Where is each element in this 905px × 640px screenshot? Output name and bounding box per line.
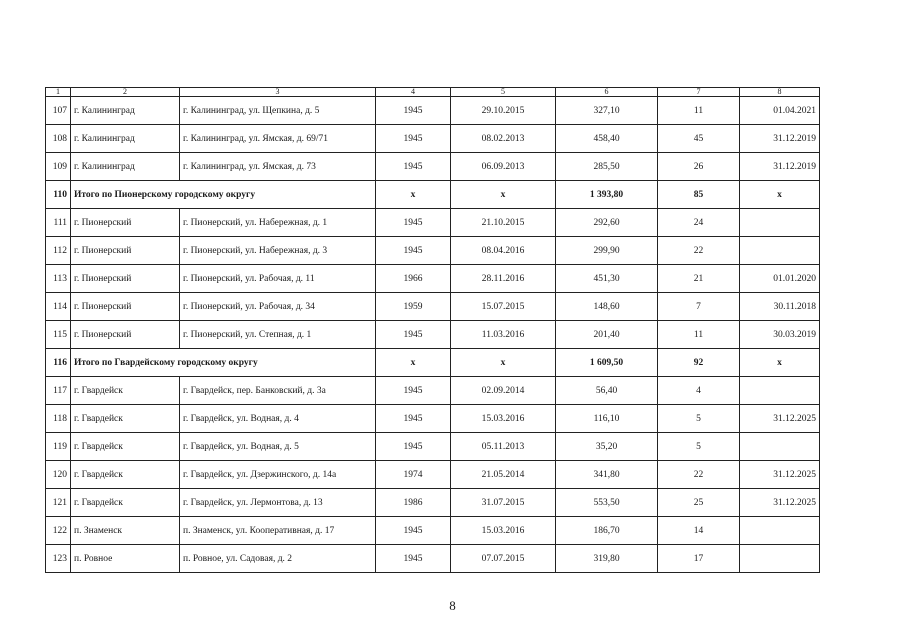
residents-cell: 26 [658,153,740,181]
settlement-cell: г. Пионерский [71,265,180,293]
residents-cell: 22 [658,237,740,265]
settlement-cell: г. Пионерский [71,209,180,237]
residents-cell: 25 [658,489,740,517]
deadline-cell: 30.11.2018 [740,293,820,321]
address-cell: г. Пионерский, ул. Набережная, д. 1 [180,209,376,237]
year-cell: 1945 [376,125,451,153]
residents-cell: 7 [658,293,740,321]
table-row [46,517,820,545]
table-row [46,153,820,181]
table-row [46,293,820,321]
deadline-cell [740,209,820,237]
area-cell: 292,60 [556,209,658,237]
area-cell: 341,80 [556,461,658,489]
address-cell: п. Ровное, ул. Садовая, д. 2 [180,545,376,573]
year-cell: x [376,349,451,377]
settlement-cell: г. Пионерский [71,321,180,349]
table-row [46,545,820,573]
settlement-cell: п. Ровное [71,545,180,573]
residents-cell: 21 [658,265,740,293]
table-row [46,489,820,517]
deadline-cell: 31.12.2025 [740,461,820,489]
deadline-cell [740,545,820,573]
date-cell: x [451,181,556,209]
table-row [46,321,820,349]
year-cell: 1945 [376,209,451,237]
residents-cell: 17 [658,545,740,573]
area-cell: 56,40 [556,377,658,405]
residents-cell: 11 [658,97,740,125]
table-row [46,237,820,265]
deadline-cell: 31.12.2025 [740,489,820,517]
row-number-cell: 119 [46,433,71,461]
year-cell: 1945 [376,237,451,265]
date-cell: 15.03.2016 [451,517,556,545]
year-cell: 1945 [376,153,451,181]
row-number-cell: 109 [46,153,71,181]
area-cell: 148,60 [556,293,658,321]
residents-cell: 22 [658,461,740,489]
address-cell: г. Калининград, ул. Щепкина, д. 5 [180,97,376,125]
year-cell: 1945 [376,405,451,433]
date-cell: 05.11.2013 [451,433,556,461]
date-cell: 29.10.2015 [451,97,556,125]
row-number-cell: 120 [46,461,71,489]
header-cell-7: 7 [658,88,740,97]
deadline-cell: 01.01.2020 [740,265,820,293]
row-number-cell: 107 [46,97,71,125]
area-cell: 299,90 [556,237,658,265]
deadline-cell [740,433,820,461]
year-cell: 1945 [376,97,451,125]
residents-cell: 24 [658,209,740,237]
row-number-cell: 114 [46,293,71,321]
header-cell-8: 8 [740,88,820,97]
deadline-cell: x [740,349,820,377]
date-cell: 28.11.2016 [451,265,556,293]
deadline-cell: x [740,181,820,209]
settlement-cell: г. Калининград [71,153,180,181]
deadline-cell: 01.04.2021 [740,97,820,125]
date-cell: 08.04.2016 [451,237,556,265]
residents-cell: 4 [658,377,740,405]
deadline-cell: 31.12.2019 [740,125,820,153]
table-row [46,461,820,489]
deadline-cell [740,517,820,545]
area-cell: 186,70 [556,517,658,545]
address-cell: г. Пионерский, ул. Набережная, д. 3 [180,237,376,265]
address-cell: г. Гвардейск, ул. Водная, д. 4 [180,405,376,433]
residents-cell: 5 [658,433,740,461]
year-cell: 1945 [376,321,451,349]
address-cell: г. Гвардейск, ул. Дзержинского, д. 14а [180,461,376,489]
address-cell: г. Гвардейск, ул. Лермонтова, д. 13 [180,489,376,517]
page-number: 8 [449,598,456,613]
table-row [46,209,820,237]
year-cell: 1945 [376,433,451,461]
date-cell: 11.03.2016 [451,321,556,349]
address-cell: г. Пионерский, ул. Рабочая, д. 11 [180,265,376,293]
date-cell: x [451,349,556,377]
row-number-cell: 110 [46,181,71,209]
date-cell: 02.09.2014 [451,377,556,405]
table-row [46,97,820,125]
date-cell: 07.07.2015 [451,545,556,573]
date-cell: 21.10.2015 [451,209,556,237]
area-cell: 201,40 [556,321,658,349]
area-cell: 553,50 [556,489,658,517]
table-total-row [46,349,820,377]
residents-cell: 14 [658,517,740,545]
area-cell: 35,20 [556,433,658,461]
residents-cell: 85 [658,181,740,209]
deadline-cell: 31.12.2025 [740,405,820,433]
address-cell: г. Пионерский, ул. Рабочая, д. 34 [180,293,376,321]
address-cell: г. Гвардейск, ул. Водная, д. 5 [180,433,376,461]
year-cell: 1945 [376,545,451,573]
area-cell: 458,40 [556,125,658,153]
settlement-cell: г. Калининград [71,97,180,125]
header-cell-1: 1 [46,88,71,97]
deadline-cell [740,377,820,405]
table-row [46,265,820,293]
housing-table [45,87,820,573]
area-cell: 319,80 [556,545,658,573]
date-cell: 15.03.2016 [451,405,556,433]
header-cell-3: 3 [180,88,376,97]
year-cell: 1986 [376,489,451,517]
row-number-cell: 116 [46,349,71,377]
total-label-cell: Итого по Пионерскому городскому округу [71,181,376,209]
row-number-cell: 122 [46,517,71,545]
area-cell: 1 393,80 [556,181,658,209]
year-cell: 1974 [376,461,451,489]
row-number-cell: 111 [46,209,71,237]
area-cell: 451,30 [556,265,658,293]
header-cell-6: 6 [556,88,658,97]
settlement-cell: г. Гвардейск [71,489,180,517]
table-row [46,377,820,405]
address-cell: п. Знаменск, ул. Кооперативная, д. 17 [180,517,376,545]
area-cell: 1 609,50 [556,349,658,377]
date-cell: 21.05.2014 [451,461,556,489]
address-cell: г. Гвардейск, пер. Банковский, д. 3а [180,377,376,405]
area-cell: 327,10 [556,97,658,125]
row-number-cell: 108 [46,125,71,153]
header-cell-4: 4 [376,88,451,97]
address-cell: г. Калининград, ул. Ямская, д. 73 [180,153,376,181]
address-cell: г. Калининград, ул. Ямская, д. 69/71 [180,125,376,153]
year-cell: 1945 [376,517,451,545]
row-number-cell: 117 [46,377,71,405]
deadline-cell: 30.03.2019 [740,321,820,349]
settlement-cell: г. Пионерский [71,237,180,265]
header-cell-5: 5 [451,88,556,97]
table-row [46,405,820,433]
year-cell: x [376,181,451,209]
table-row [46,125,820,153]
year-cell: 1945 [376,377,451,405]
column-number-header-row [46,88,820,97]
total-label-cell: Итого по Гвардейскому городскому округу [71,349,376,377]
settlement-cell: г. Калининград [71,125,180,153]
area-cell: 285,50 [556,153,658,181]
row-number-cell: 112 [46,237,71,265]
table-body [46,88,820,573]
row-number-cell: 113 [46,265,71,293]
settlement-cell: г. Пионерский [71,293,180,321]
residents-cell: 11 [658,321,740,349]
address-cell: г. Пионерский, ул. Степная, д. 1 [180,321,376,349]
row-number-cell: 121 [46,489,71,517]
table-row [46,433,820,461]
date-cell: 15.07.2015 [451,293,556,321]
residents-cell: 45 [658,125,740,153]
deadline-cell [740,237,820,265]
area-cell: 116,10 [556,405,658,433]
header-cell-2: 2 [71,88,180,97]
table-total-row [46,181,820,209]
settlement-cell: г. Гвардейск [71,405,180,433]
deadline-cell: 31.12.2019 [740,153,820,181]
date-cell: 08.02.2013 [451,125,556,153]
row-number-cell: 123 [46,545,71,573]
row-number-cell: 115 [46,321,71,349]
settlement-cell: г. Гвардейск [71,377,180,405]
year-cell: 1959 [376,293,451,321]
row-number-cell: 118 [46,405,71,433]
settlement-cell: п. Знаменск [71,517,180,545]
residents-cell: 92 [658,349,740,377]
date-cell: 06.09.2013 [451,153,556,181]
year-cell: 1966 [376,265,451,293]
residents-cell: 5 [658,405,740,433]
settlement-cell: г. Гвардейск [71,461,180,489]
date-cell: 31.07.2015 [451,489,556,517]
settlement-cell: г. Гвардейск [71,433,180,461]
